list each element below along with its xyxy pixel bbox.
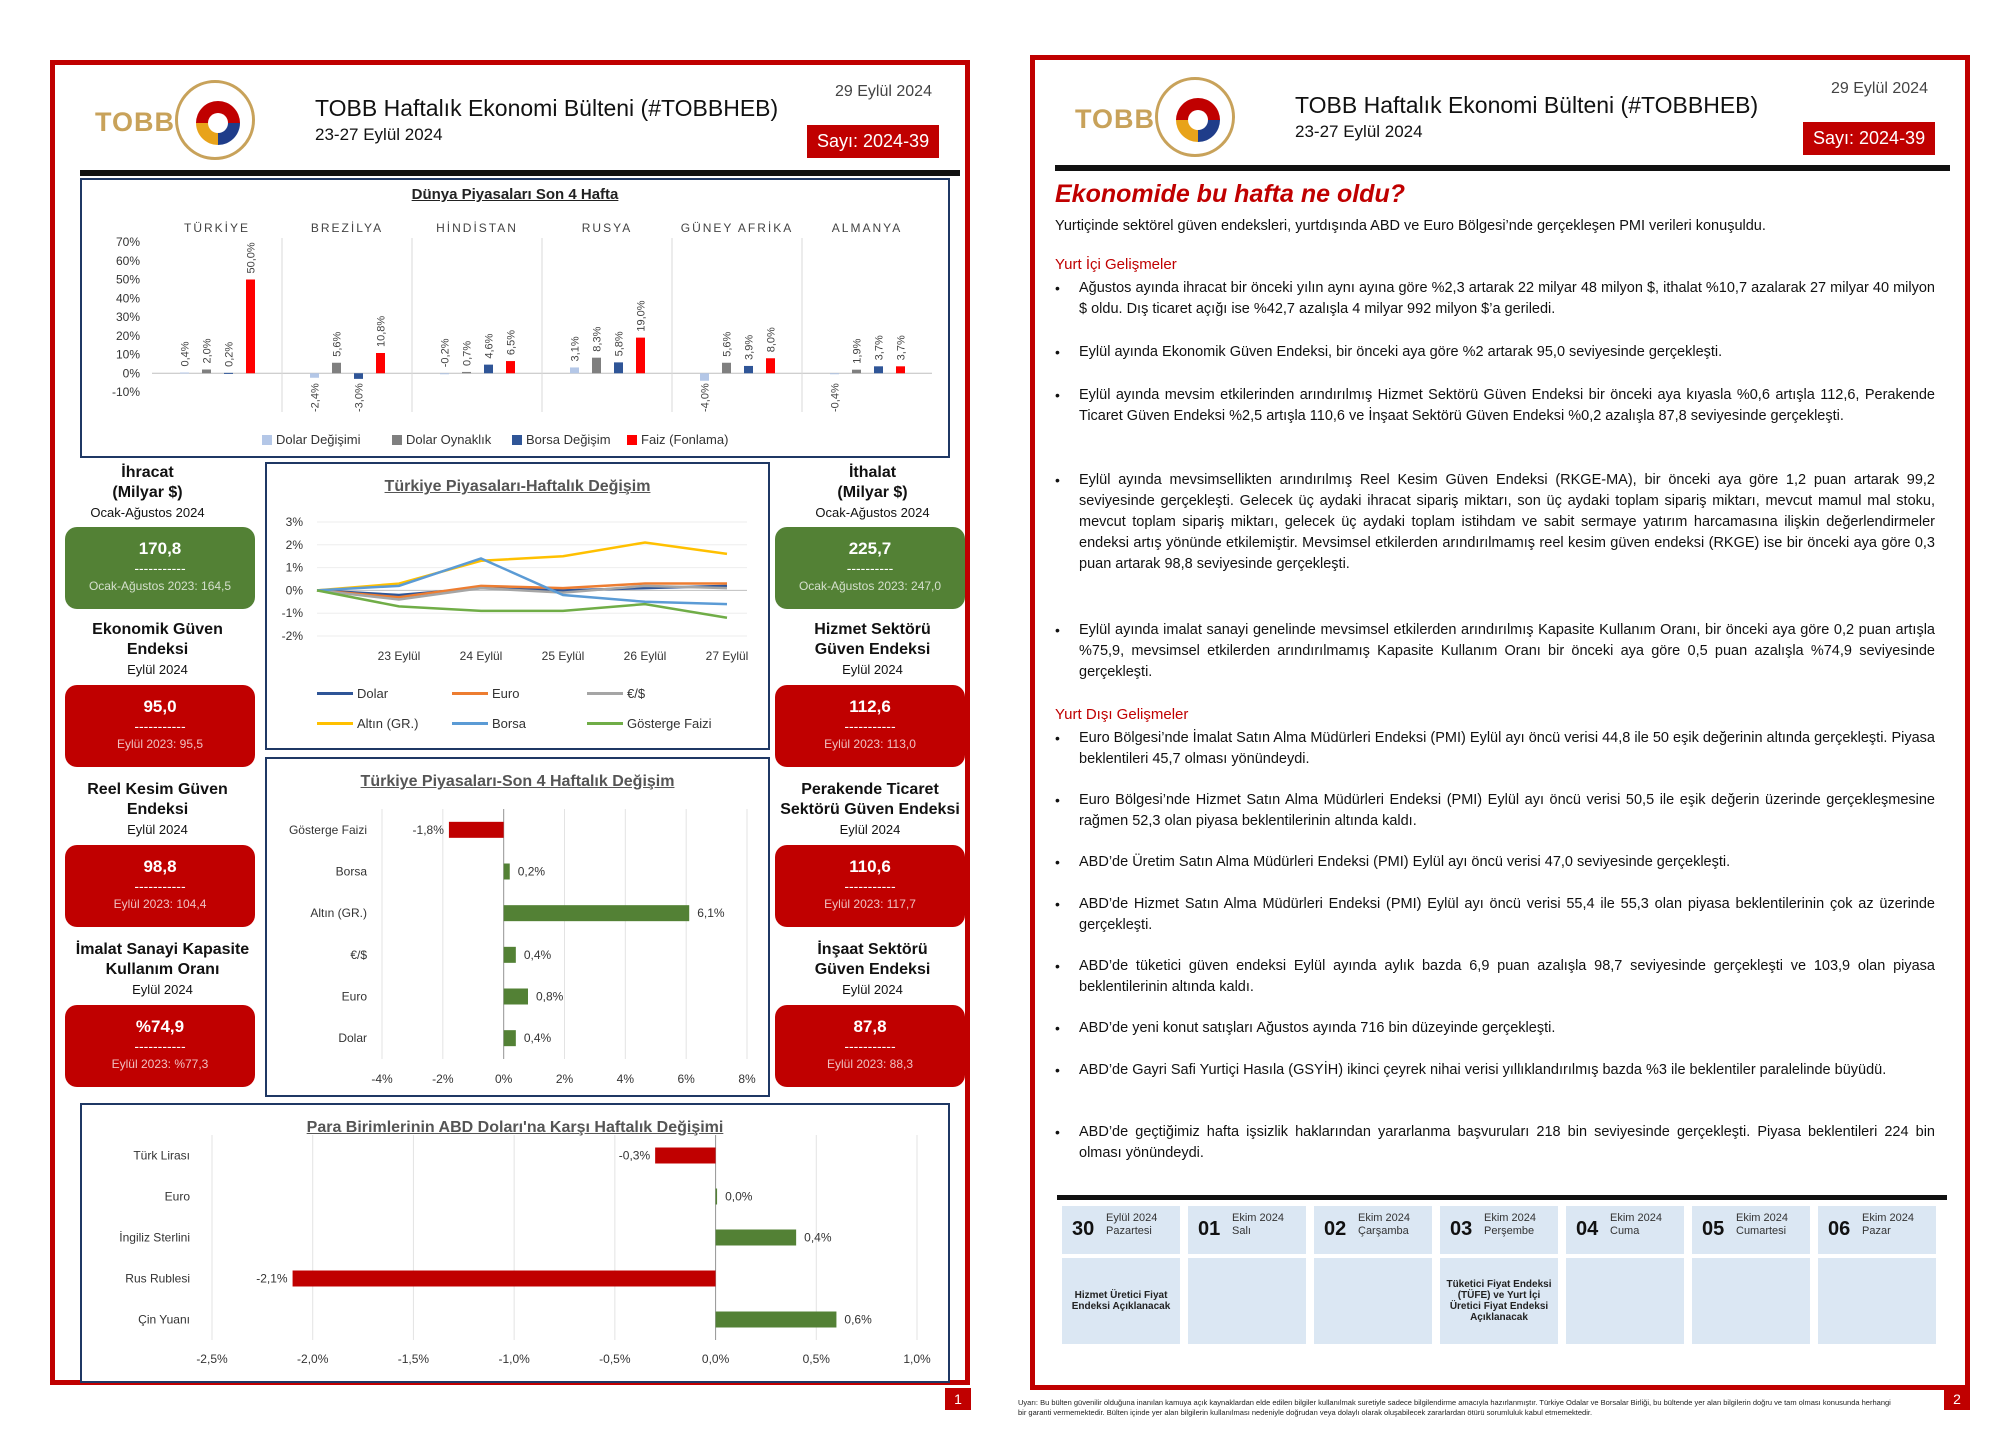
bar-Borsa Değişim <box>874 366 883 373</box>
category-label: Borsa <box>335 864 367 879</box>
currencies-title: Para Birimlerinin ABD Doları'na Karşı Haftalık Değişimi <box>306 1119 724 1136</box>
bar-Borsa Değişim <box>224 373 233 374</box>
tobb-seal-icon <box>175 80 255 160</box>
domestic-item: • Eylül ayında mevsimsellikten arındırılmış Reel Kesim Güven Endeksi (RKGE-MA), bir önceki aya göre 1,2 puan artarak 99,2 seviyesinde gerçekleşti. Gelecek üç aydaki ihracat sipariş miktarı, son üç aydaki toplam sipariş miktarı, mevcut mamul mal stoku, mevcut toplam sipariş miktarı, gelecek üç aydaki toplam istihdam ve sabit sermaye yatırım harcamasına ilişkin değerlendirmeler endeksi artış yönünde etkilemiştir. Mevsimsel etkilerden arındırılmamış reel kesim güven endeksi (RKGE) ise bir önceki aya göre 0,3 puan artarak 98,8 seviyesinde gerçekleşti. <box>1055 472 1935 572</box>
legend-altin: Altın (GR.) <box>317 716 418 731</box>
weekly-change-panel <box>265 462 770 750</box>
bar-Dolar Oynaklık <box>722 363 731 374</box>
legend-faiz-fonlama: Faiz (Fonlama) <box>627 432 728 447</box>
bar <box>504 864 510 880</box>
y-tick-label: 3% <box>285 515 303 529</box>
bar-value-label: 0,4% <box>804 1230 832 1245</box>
kpi-ekonomik-guven-box: 95,0 ----------- Eylül 2023: 95,5 <box>65 685 255 767</box>
foreign-label: Yurt Dışı Gelişmeler <box>1055 706 1189 723</box>
bar-value-label: 3,9% <box>743 334 756 360</box>
bar-Faiz (Fonlama) <box>246 280 255 374</box>
disclaimer: Uyarı: Bu bülten güvenilir olduğuna inanılan kamuya açık kaynaklardan elde edilen bilgiler kullanılmak suretiyle sadece bilgilendirme amacıyla hazırlanmıştır. Türkiye Odalar ve Borsalar Birliği, bu bültende yer alan bilgilerin doğru ve tam olması konusunda herhangi bir garanti vermemektedir. Bülten içinde yer alan bilgilerin kullanılması nedeniyle doğrudan veya dolaylı olarak oluşabilecek zararlardan ötürü sorumluluk kabul etmemektedir. <box>1018 1398 1891 1417</box>
kpi-kko-title: İmalat Sanayi Kapasite Kullanım Oranı Eylül 2024 <box>75 941 250 997</box>
bar-value-label: -0,4% <box>829 383 842 412</box>
header-rule-2 <box>1055 165 1950 171</box>
foreign-item: • ABD’de geçtiğimiz hafta işsizlik haklarından yararlanma başvuruları 218 bin seviyesinde gerçekleşti. Piyasa beklentileri 224 bin olması yönündeydi. <box>1055 1124 1935 1161</box>
bar-Dolar Oynaklık <box>462 372 471 373</box>
category-label: BREZİLYA <box>310 221 384 235</box>
bar-value-label: 19,0% <box>635 300 648 332</box>
bar-value-label: 0,4% <box>179 341 192 367</box>
calendar-day: 06 Ekim 2024 Pazar <box>1818 1206 1936 1254</box>
world-markets-panel <box>80 178 950 458</box>
x-tick-label: -2,0% <box>297 1352 329 1366</box>
bar-value-label: 0,2% <box>517 864 546 879</box>
kpi-insaat-box: 87,8 ----------- Eylül 2023: 88,3 <box>775 1005 965 1087</box>
category-label: Euro <box>341 989 367 1004</box>
bar-Faiz (Fonlama) <box>506 361 515 373</box>
bar-value-label: 8,0% <box>765 327 778 353</box>
domestic-item: • Ağustos ayında ihracat bir önceki yılın aynı ayına göre %2,3 artarak 22 milyar 48 milyon $, ithalat %10,7 azalarak 27 milyar 40 milyon $ oldu. Dış ticaret açığı ise %42,7 azalışla 4 milyar 992 milyon $’a geriledi. <box>1055 280 1935 317</box>
kpi-ihracat-value: 170,8 <box>138 539 182 558</box>
bar-value-label: -0,2% <box>439 338 452 368</box>
bar-Borsa Değişim <box>744 366 753 373</box>
domestic-label: Yurt İçi Gelişmeler <box>1055 256 1177 273</box>
bar-value-label: -0,3% <box>618 1148 651 1163</box>
y-tick-label: 50% <box>115 272 140 287</box>
category-label: Çin Yuanı <box>138 1312 190 1327</box>
y-tick-label: 70% <box>115 235 140 249</box>
bulletin-week-2: 23-27 Eylül 2024 <box>1295 122 1423 141</box>
bar-Faiz (Fonlama) <box>636 338 645 374</box>
bar-value-label: 0,0% <box>725 1189 753 1204</box>
x-tick-label: -4% <box>371 1072 393 1086</box>
category-label: €/$ <box>350 947 367 962</box>
bar <box>449 822 504 838</box>
x-tick-label: 0% <box>494 1072 513 1086</box>
four-week-title: Türkiye Piyasaları-Son 4 Haftalık Değişim <box>360 773 675 790</box>
foreign-item: • ABD’de Üretim Satın Alma Müdürleri Endeksi (PMI) Eylül ayı öncü verisi 47,0 seviyesinde gerçekleşti. <box>1055 854 1731 870</box>
x-tick-label: -1,5% <box>397 1352 430 1366</box>
tobb-seal-icon-2 <box>1155 77 1235 157</box>
kpi-kko-box: %74,9 ----------- Eylül 2023: %77,3 <box>65 1005 255 1087</box>
category-label: RUSYA <box>581 221 633 235</box>
category-label: Dolar <box>338 1031 367 1046</box>
bulletin-page-2 <box>1030 55 1970 1390</box>
y-tick-label: 10% <box>115 347 140 362</box>
x-tick-label: -2% <box>432 1072 454 1086</box>
category-label: Euro <box>164 1189 190 1204</box>
foreign-item: • ABD’de Hizmet Satın Alma Müdürleri Endeksi (PMI) Eylül ayı öncü verisi 55,4 ile 55,3 olan piyasa beklentilerinin çok az üzerinde gerçekleşti. <box>1055 896 1935 933</box>
bar <box>655 1148 715 1164</box>
bar-value-label: 3,7% <box>873 335 886 361</box>
category-label: HİNDİSTAN <box>436 221 518 235</box>
legend-dolar-oynaklik: Dolar Oynaklık <box>392 432 491 447</box>
legend-gosterge-faizi: Gösterge Faizi <box>587 716 712 731</box>
category-label: ALMANYA <box>831 221 903 235</box>
bar-value-label: 0,8% <box>536 989 564 1004</box>
bar-Dolar Değişimi <box>440 373 449 374</box>
bar-Borsa Değişim <box>614 362 623 373</box>
y-tick-label: -1% <box>281 606 303 621</box>
kpi-perakende-title: Perakende Ticaret Sektörü Güven Endeksi Eylül 2024 <box>780 781 960 837</box>
bar <box>504 947 516 963</box>
calendar-event: Tüketici Fiyat Endeksi (TÜFE) ve Yurt İçi Üretici Fiyat Endeksi Açıklanacak <box>1440 1258 1558 1344</box>
currencies-chart <box>82 1105 948 1381</box>
bar-value-label: 5,6% <box>331 331 344 357</box>
bar-value-label: 0,7% <box>461 340 474 366</box>
x-tick-label: -2,5% <box>196 1352 228 1366</box>
x-tick-label: -1,0% <box>498 1352 530 1366</box>
weekly-change-title: Türkiye Piyasaları-Haftalık Değişim <box>384 478 651 495</box>
bar-Dolar Değişimi <box>830 373 839 374</box>
calendar-day: 01 Ekim 2024 Salı <box>1188 1206 1306 1254</box>
bar <box>293 1271 716 1287</box>
bulletin-date-2: 29 Eylül 2024 <box>1831 80 1928 97</box>
foreign-item: • ABD’de yeni konut satışları Ağustos ayında 716 bin düzeyinde gerçekleşti. <box>1055 1020 1556 1036</box>
bar-Borsa Değişim <box>354 373 363 379</box>
category-label: Gösterge Faizi <box>288 822 367 837</box>
legend-dolar: Dolar <box>317 686 388 701</box>
kpi-ekonomik-guven-title: Ekonomik Güven Endeksi Eylül 2024 <box>92 621 223 677</box>
kpi-hizmet-box: 112,6 ----------- Eylül 2023: 113,0 <box>775 685 965 767</box>
calendar-day: 02 Ekim 2024 Çarşamba <box>1314 1206 1432 1254</box>
bar-Dolar Oynaklık <box>852 370 861 374</box>
kpi-reel-kesim-box: 98,8 ----------- Eylül 2023: 104,4 <box>65 845 255 927</box>
x-tick-label: -0,5% <box>599 1352 631 1366</box>
bar-value-label: 6,5% <box>505 329 518 356</box>
calendar-event <box>1692 1258 1810 1344</box>
world-markets-chart <box>82 180 948 456</box>
tobb-logo-text-2: TOBB <box>1075 104 1156 134</box>
category-label: İngiliz Sterlini <box>119 1230 190 1245</box>
page-number-1: 1 <box>945 1388 971 1410</box>
kpi-ihracat-prev: Ocak-Ağustos 2023: 164,5 <box>88 579 232 593</box>
legend-borsa: Borsa <box>452 716 526 731</box>
header-rule <box>80 170 960 176</box>
category-label: GÜNEY AFRİKA <box>680 221 794 235</box>
bar-value-label: 5,8% <box>613 331 626 357</box>
kpi-ithalat-title: İthalat (Milyar $) Ocak-Ağustos 2024 <box>815 464 930 520</box>
calendar-rule <box>1057 1195 1947 1200</box>
bar-Dolar Oynaklık <box>202 370 211 374</box>
y-tick-label: 30% <box>115 310 140 324</box>
issue-badge: Sayı: 2024-39 <box>807 125 939 158</box>
bar-Dolar Oynaklık <box>332 363 341 374</box>
bar-Borsa Değişim <box>484 365 493 374</box>
bar-Faiz (Fonlama) <box>376 353 385 373</box>
calendar-event <box>1566 1258 1684 1344</box>
bulletin-title-2: TOBB Haftalık Ekonomi Bülteni (#TOBBHEB) <box>1295 92 1759 118</box>
bar <box>716 1189 718 1205</box>
calendar-event <box>1818 1258 1936 1344</box>
x-tick-label: 8% <box>738 1072 756 1086</box>
calendar-event: Hizmet Üretici Fiyat Endeksi Açıklanacak <box>1062 1258 1180 1344</box>
bulletin-week: 23-27 Eylül 2024 <box>315 125 443 144</box>
category-label: TÜRKİYE <box>183 221 251 235</box>
kpi-ihracat-box: 170,8 ----------- Ocak-Ağustos 2023: 164,5 <box>65 527 255 609</box>
x-tick-label: 0,0% <box>701 1352 730 1366</box>
x-tick-label: 24 Eylül <box>459 649 503 663</box>
calendar-event <box>1314 1258 1432 1344</box>
legend-eur-usd: €/$ <box>587 686 645 701</box>
bar-value-label: -2,4% <box>309 383 322 412</box>
y-tick-label: -2% <box>281 629 303 643</box>
domestic-item: • Eylül ayında imalat sanayi genelinde mevsimsel etkilerden arındırılmış Kapasite Kullanım Oranı, bir önceki aya göre 0,2 puan artışla %75,9, mevsimsel etkilerden arındırılmamış Kapasite Kullanım Oranı bir önceki aya göre 0,5 puan azalışla %74,9 seviyesinde gerçekleşti. <box>1055 622 1935 680</box>
weekly-change-chart <box>267 464 768 748</box>
x-tick-label: 25 Eylül <box>541 649 585 663</box>
bulletin-date: 29 Eylül 2024 <box>835 83 932 100</box>
bar-value-label: 4,6% <box>483 333 496 359</box>
bar-value-label: 0,4% <box>523 947 552 962</box>
currencies-panel <box>80 1103 950 1383</box>
bar-Dolar Oynaklık <box>592 358 601 374</box>
bar <box>504 989 528 1005</box>
bar-value-label: 0,2% <box>223 341 236 367</box>
calendar <box>1062 1206 1942 1346</box>
bar-value-label: 10,8% <box>375 315 388 347</box>
kpi-ihracat-title: İhracat (Milyar $) Ocak-Ağustos 2024 <box>90 464 205 520</box>
foreign-item: • ABD’de tüketici güven endeksi Eylül ayında aylık bazda 6,9 puan azalışla 98,7 seviyesinde gerçekleşti ve 103,9 olan piyasa beklentilerinin altında kaldı. <box>1055 958 1935 995</box>
kpi-reel-kesim-title: Reel Kesim Güven Endeksi Eylül 2024 <box>87 781 228 837</box>
bar-value-label: -3,0% <box>353 383 366 412</box>
bar <box>504 1030 516 1046</box>
bar-value-label: 5,6% <box>721 331 734 357</box>
x-tick-label: 26 Eylül <box>623 649 667 663</box>
bar-value-label: 8,3% <box>591 326 604 352</box>
category-label: Rus Rublesi <box>125 1271 190 1286</box>
bar-value-label: 6,1% <box>697 906 725 921</box>
bar-Faiz (Fonlama) <box>896 366 905 373</box>
bar-Dolar Değişimi <box>700 373 709 381</box>
legend-euro: Euro <box>452 686 519 701</box>
domestic-item: • Eylül ayında mevsim etkilerinden arındırılmış Hizmet Sektörü Güven Endeksi bir önceki aya kıyasla %0,6 artışla 112,6, Perakende Ticaret Güven Endeksi %2,5 artışla 110,6 ve İnşaat Sektörü Güven Endeksi %0,2 azalışla 87,8 seviyesinde gerçekleşti. <box>1055 387 1935 424</box>
foreign-item: • Euro Bölgesi’nde İmalat Satın Alma Müdürleri Endeksi (PMI) Eylül ayı öncü verisi 44,8 ile 50 eşik değerinin altında gerçekleşti. Piyasa beklentileri 45,7 olması yönündeydi. <box>1055 730 1935 767</box>
calendar-day: 30 Eylül 2024 Pazartesi <box>1062 1206 1180 1254</box>
bulletin-page-1 <box>50 60 970 1407</box>
legend-borsa-degisim: Borsa Değişim <box>512 432 611 447</box>
bar-value-label: 0,6% <box>844 1312 872 1327</box>
four-week-panel <box>265 757 770 1097</box>
bar-value-label: -2,1% <box>256 1271 288 1286</box>
foreign-item: • ABD’de Gayri Safi Yurtiçi Hasıla (GSYİH) ikinci çeyrek nihai verisi yıllıklandırılmış bazda %3 ile beklentiler paralelinde büyüdü. <box>1055 1062 1887 1078</box>
y-tick-label: 60% <box>115 253 140 268</box>
domestic-item: • Eylül ayında Ekonomik Güven Endeksi, bir önceki aya göre %2 artarak 95,0 seviyesinde gerçekleşti. <box>1055 344 1723 360</box>
bar-value-label: 3,7% <box>895 335 908 361</box>
kpi-hizmet-title: Hizmet Sektörü Güven Endeksi Eylül 2024 <box>814 621 931 677</box>
bar <box>716 1312 837 1328</box>
x-tick-label: 0,5% <box>802 1352 830 1366</box>
y-tick-label: 0% <box>122 366 140 381</box>
category-label: Altın (GR.) <box>310 906 367 921</box>
bar-Dolar Değişimi <box>310 373 319 378</box>
world-markets-title: Dünya Piyasaları Son 4 Hafta <box>411 186 619 203</box>
bar-value-label: 1,9% <box>851 338 864 364</box>
section-title: Ekonomide bu hafta ne oldu? <box>1055 180 1405 208</box>
bar <box>504 905 690 921</box>
x-tick-label: 1,0% <box>903 1352 931 1366</box>
kpi-ithalat-box: 225,7 ---------- Ocak-Ağustos 2023: 247,0 <box>775 527 965 609</box>
bar-Faiz (Fonlama) <box>766 358 775 373</box>
bar-value-label: 50,0% <box>245 242 258 274</box>
kpi-perakende-box: 110,6 ----------- Eylül 2023: 117,7 <box>775 845 965 927</box>
bar-value-label: 3,1% <box>569 336 582 362</box>
y-tick-label: 1% <box>285 560 303 575</box>
y-tick-label: 0% <box>285 583 303 598</box>
y-tick-label: -10% <box>111 385 140 399</box>
legend-dolar-degisimi: Dolar Değişimi <box>262 432 361 447</box>
issue-badge-2: Sayı: 2024-39 <box>1803 122 1935 155</box>
bar-value-label: 2,0% <box>201 338 214 364</box>
x-tick-label: 27 Eylül <box>705 649 749 663</box>
y-tick-label: 2% <box>285 537 303 552</box>
tobb-logo-text: TOBB <box>95 107 176 137</box>
intro-text: Yurtiçinde sektörel güven endeksleri, yurtdışında ABD ve Euro Bölgesi’nde gerçekleşen PMI verileri konuşuldu. <box>1055 218 1766 234</box>
bar-Dolar Değişimi <box>180 373 189 374</box>
category-label: Türk Lirası <box>133 1148 190 1163</box>
foreign-item: • Euro Bölgesi’nde Hizmet Satın Alma Müdürleri Endeksi (PMI) Eylül ayı öncü verisi 50,5 ile eşik değerin üzerinde gerçekleşmesine rağmen 52,3 olan piyasa beklentilerinin altında kaldı. <box>1055 792 1935 829</box>
x-tick-label: 23 Eylül <box>377 649 421 663</box>
calendar-day: 03 Ekim 2024 Perşembe <box>1440 1206 1558 1254</box>
bar-Dolar Değişimi <box>570 367 579 373</box>
calendar-day: 05 Ekim 2024 Cumartesi <box>1692 1206 1810 1254</box>
bulletin-title: TOBB Haftalık Ekonomi Bülteni (#TOBBHEB) <box>315 95 779 121</box>
kpi-insaat-title: İnşaat Sektörü Güven Endeksi Eylül 2024 <box>814 941 931 997</box>
page-number-2: 2 <box>1944 1388 1970 1410</box>
bar <box>716 1230 797 1246</box>
y-tick-label: 40% <box>115 291 140 306</box>
bar-value-label: 0,4% <box>523 1031 552 1046</box>
x-tick-label: 6% <box>677 1072 695 1086</box>
calendar-event <box>1188 1258 1306 1344</box>
x-tick-label: 2% <box>555 1072 574 1086</box>
x-tick-label: 4% <box>616 1072 635 1086</box>
bar-value-label: -4,0% <box>699 383 712 412</box>
bar-value-label: -1,8% <box>412 822 444 837</box>
four-week-chart <box>267 759 768 1095</box>
y-tick-label: 20% <box>115 328 140 343</box>
calendar-day: 04 Ekim 2024 Cuma <box>1566 1206 1684 1254</box>
